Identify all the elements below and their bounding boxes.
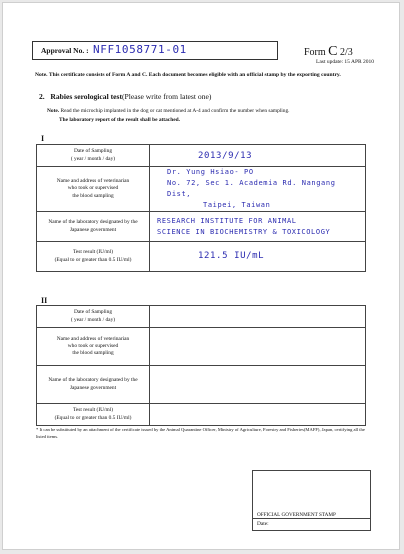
vet-label: Name and address of veterinarian who took or supervised the blood sampling: [37, 328, 150, 366]
result-value-cell: [150, 242, 366, 272]
section-number: 2.: [39, 92, 45, 101]
section-title-note: (Please write from latest one): [121, 92, 212, 101]
approval-number-box: [32, 41, 278, 60]
vet-name: Dr. Yung Hsiao- PO: [167, 168, 254, 176]
result-row: [37, 404, 366, 426]
lab-value-cell: [150, 366, 366, 404]
date-value: 2013/9/13: [198, 151, 253, 161]
vet-value-cell: [150, 328, 366, 366]
section-title-text: Rabies serological test: [50, 92, 122, 101]
lab-row: [37, 366, 366, 404]
date-row: [37, 145, 366, 167]
stamp-date-row: [253, 518, 370, 531]
result-label: Test result (IU/ml) (Equal to or greater than 0.5 IU/ml): [37, 242, 150, 272]
stamp-date-label: Date:: [257, 521, 269, 527]
result-value-cell: [150, 404, 366, 426]
form-prefix: Form: [304, 47, 326, 58]
vet-address-2: Taipei, Taiwan: [203, 201, 271, 209]
date-value-cell: [150, 145, 366, 167]
vet-row: [37, 328, 366, 366]
date-label: Date of Sampling ( year / month / day): [37, 306, 150, 328]
vet-value-cell: [150, 167, 366, 212]
stamp-label: OFFICIAL GOVERNMENT STAMP: [257, 512, 336, 518]
block-numeral-1: I: [41, 134, 45, 143]
block-numeral-2: II: [41, 296, 48, 305]
last-update: Last update: 15 APR 2010: [316, 59, 375, 65]
lab-name-2: SCIENCE IN BIOCHEMISTRY & TOXICOLOGY: [157, 227, 331, 236]
official-stamp-box: [252, 470, 371, 531]
lab-row: [37, 212, 366, 242]
sampling-note: [47, 108, 290, 114]
vet-row: [37, 167, 366, 212]
attach-note: The laboratory report of the result shall be attached.: [59, 117, 180, 123]
date-label: Date of Sampling ( year / month / day): [37, 145, 150, 167]
test-block-1: [36, 144, 366, 272]
vet-label: Name and address of veterinarian who took or supervised the blood sampling: [37, 167, 150, 212]
date-value-cell: [150, 306, 366, 328]
result-value: 121.5 IU/mL: [198, 251, 265, 261]
footnote: * It can be substituted by an attachment of the certificate issued by the Animal Quarantine Officer, Ministry of Agriculture, Forestry and Fisheries(MAFF), Japan, certifying all the listed items.: [36, 427, 365, 439]
lab-label: Name of the laboratory designated by the Japanese government: [37, 212, 150, 242]
form-letter: C: [328, 44, 338, 59]
lab-label: Name of the laboratory designated by the Japanese government: [37, 366, 150, 404]
result-label: Test result (IU/ml) (Equal to or greater than 0.5 IU/ml): [37, 404, 150, 426]
vet-address-1: No. 72, Sec 1. Academia Rd. Nangang Dist,: [167, 179, 336, 198]
result-row: [37, 242, 366, 272]
approval-number-value: NFF1058771-01: [93, 43, 187, 56]
lab-name-1: RESEARCH INSTITUTE FOR ANIMAL: [157, 216, 297, 225]
sampling-note-text: Read the microchip implanted in the dog or cat mentioned at A-4 and confirm the number when sampling.: [60, 108, 290, 114]
section-title: [39, 92, 211, 101]
approval-label: Approval No. :: [41, 46, 89, 55]
form-page: 2/3: [340, 47, 353, 58]
form-identifier: [304, 44, 353, 60]
lab-value-cell: [150, 212, 366, 242]
sampling-note-label: Note.: [47, 108, 60, 114]
test-block-2: [36, 305, 366, 426]
certificate-notice: Note. This certificate consists of Form A and C. Each document becomes eligible with an official stamp by the exporting country.: [35, 72, 341, 78]
date-row: [37, 306, 366, 328]
certificate-page: [3, 3, 399, 549]
